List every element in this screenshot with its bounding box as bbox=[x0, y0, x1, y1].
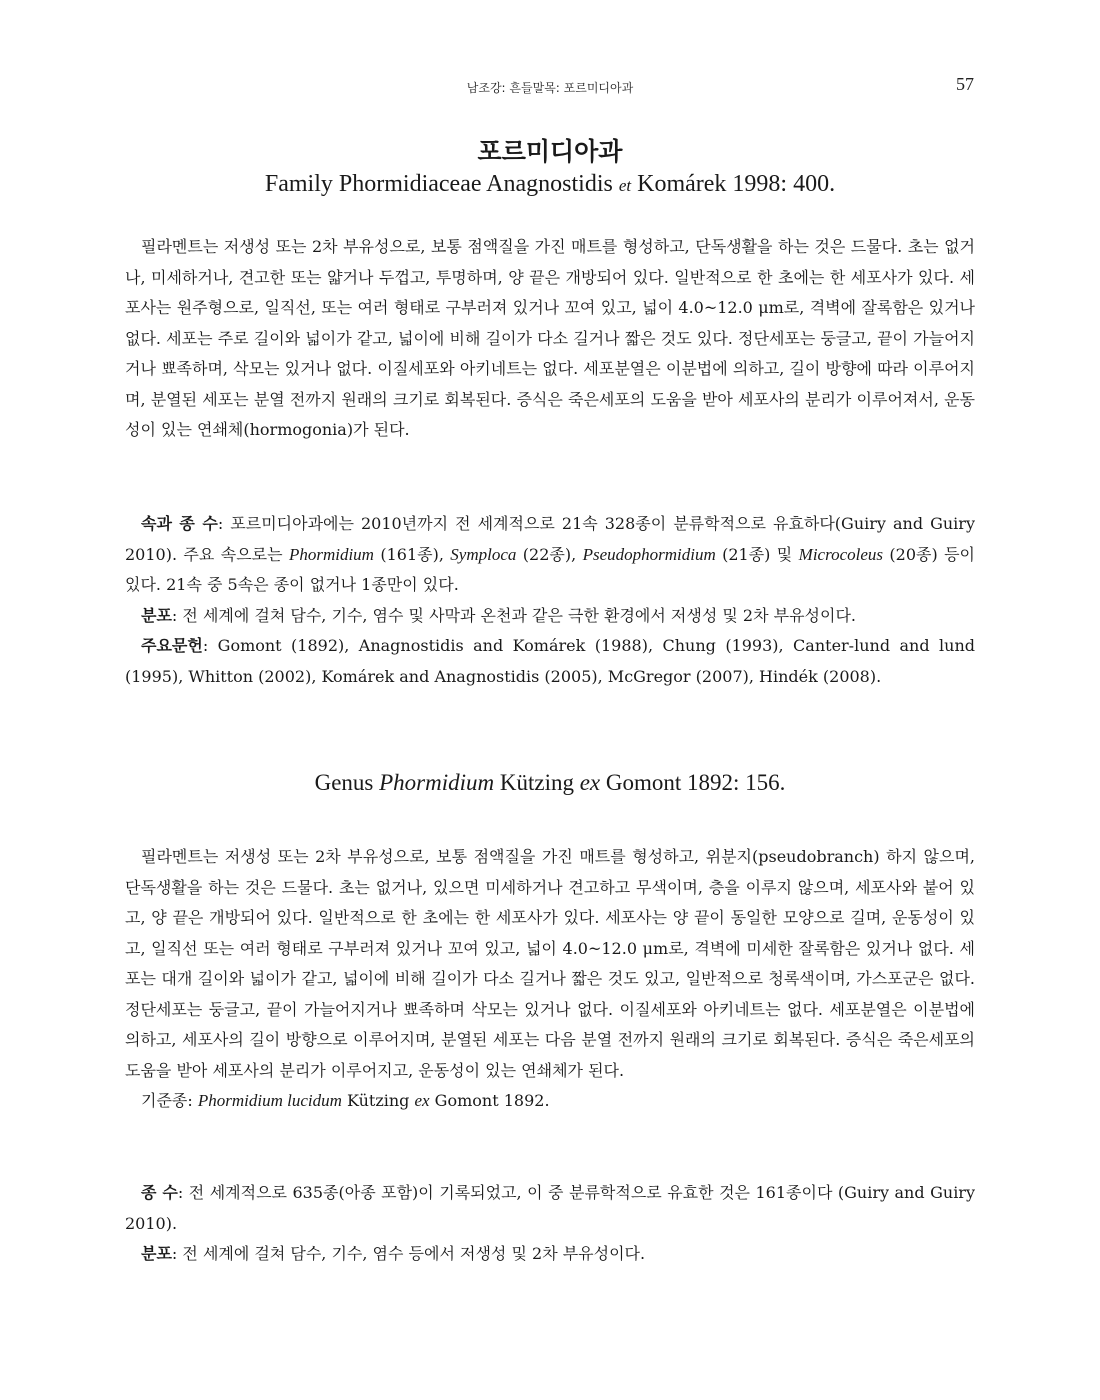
genus-count-1: (161종), bbox=[373, 544, 451, 564]
family-title-korean: 포르미디아과 bbox=[477, 137, 623, 166]
genus-type-suffix: Gomont 1892. bbox=[429, 1091, 550, 1110]
genus-count-3: (21종) 및 bbox=[715, 544, 799, 564]
family-distribution-paragraph bbox=[125, 601, 975, 632]
genus-title-name: Phormidium bbox=[379, 770, 495, 795]
genus-type-species-name: Phormidium lucidum bbox=[197, 1091, 342, 1110]
family-description-block bbox=[125, 232, 975, 446]
running-head: 남조강: 흔들말목: 포르미디아과 bbox=[466, 81, 634, 95]
genus-name-2: Symploca bbox=[450, 544, 517, 564]
family-references-paragraph bbox=[125, 631, 975, 692]
genus-type-ex: ex bbox=[414, 1091, 430, 1110]
genus-species-text: : 전 세계적으로 635종(아종 포함)이 기록되었고, 이 중 분류학적으로 유효한 것은 161종이다 (Guiry and Guiry 2010). bbox=[125, 1183, 975, 1233]
genus-distribution-text: : 전 세계에 걸쳐 담수, 기수, 염수 등에서 저생성 및 2차 부유성이다. bbox=[171, 1244, 646, 1263]
family-title-english bbox=[0, 171, 1100, 198]
family-title-suffix: Komárek 1998: 400. bbox=[631, 171, 836, 197]
page-number: 57 bbox=[956, 74, 974, 94]
genus-species-label: 종 수 bbox=[141, 1183, 178, 1202]
genus-name-3: Pseudophormidium bbox=[582, 544, 716, 564]
family-distribution-text: : 전 세계에 걸쳐 담수, 기수, 염수 및 사막과 온천과 같은 극한 환경에서 저생성 및 2차 부유성이다. bbox=[171, 605, 856, 625]
family-distribution-label: 분포 bbox=[141, 605, 172, 625]
genus-type-species bbox=[125, 1086, 975, 1117]
genus-name-1: Phormidium bbox=[288, 544, 374, 564]
genus-details-block bbox=[125, 1178, 975, 1270]
genus-type-mid: Kützing bbox=[341, 1091, 415, 1110]
genus-type-label: 기준종: bbox=[141, 1091, 198, 1110]
family-description: 필라멘트는 저생성 또는 2차 부유성으로, 보통 점액질을 가진 매트를 형성하고, 단독생활을 하는 것은 드물다. 초는 없거나, 미세하거나, 견고한 또는 얇거나 두껍고, 투명하며, 양 끝은 개방되어 있다. 일반적으로 한 초에는 한 세포사가 있다. 세포사는 원주형으로, 일직선, 또는 여러 형태로 구부러져 있거나 꼬여 있고, 넓이 4.0~12.0 μm로, 격벽에 잘록함은 있거나 없다. 세포는 주로 길이와 넓이가 같고, 넓이에 비해 길이가 다소 길거나 짧은 것도 있다. 정단세포는 둥글고, 끝이 가늘어지거나 뾰족하며, 삭모는 있거나 없다. 이질세포와 아키네트는 없다. 세포분열은 이분법에 의하고, 길이 방향에 따라 이루어지며, 분열된 세포는 분열 전까지 원래의 크기로 회복된다. 증식은 죽은세포의 도움을 받아 세포사의 분리가 이루어져서, 운동성이 있는 연쇄체(hormogonia)가 된다. bbox=[125, 237, 975, 439]
family-details-block bbox=[125, 509, 975, 692]
genus-title-mid: Kützing bbox=[494, 770, 580, 795]
genus-title-prefix: Genus bbox=[314, 770, 380, 795]
genus-species-paragraph bbox=[125, 1178, 975, 1239]
genus-description-block bbox=[125, 842, 975, 1117]
family-species-text-2: (20종) 등이 있다. 21속 중 5속은 종이 없거나 1종만이 있다. bbox=[125, 544, 976, 594]
genus-description: 필라멘트는 저생성 또는 2차 부유성으로, 보통 점액질을 가진 매트를 형성하고, 위분지(pseudobranch) 하지 않으며, 단독생활을 하는 것은 드물다. 초는 없거나, 있으면 미세하거나 견고하고 무색이며, 층을 이루지 않으며, 세포사와 붙어 있고, 양 끝은 개방되어 있다. 일반적으로 한 초에는 한 세포사가 있다. 세포사는 양 끝이 동일한 모양으로 길며, 운동성이 있고, 일직선 또는 여러 형태로 구부러져 있거나 꼬여 있고, 넓이 4.0~12.0 μm로, 격벽에 미세한 잘록함은 있거나 없다. 세포는 대개 길이와 넓이가 같고, 넓이에 비해 길이가 다소 길거나 짧은 것도 있고, 일반적으로 청록색이며, 가스포군은 없다. 정단세포는 둥글고, 끝이 가늘어지거나 뾰족하며 삭모는 있거나 없다. 이질세포와 아키네트는 없다. 세포분열은 이분법에 의하고, 세포사의 길이 방향으로 이루어지며, 분열된 세포는 다음 분열 전까지 원래의 크기로 회복된다. 증식은 죽은세포의 도움을 받아 세포사의 분리가 이루어지고, 운동성이 있는 연쇄체가 된다. bbox=[125, 847, 975, 1080]
family-title-prefix: Family Phormidiaceae Anagnostidis bbox=[264, 171, 619, 197]
family-species-text-1: : 포르미디아과에는 2010년까지 전 세계적으로 21속 328종이 분류학적으로 유효하다(Guiry and Guiry 2010). 주요 속으로는 bbox=[125, 514, 975, 564]
family-references-text: : Gomont (1892), Anagnostidis and Komárek (1988), Chung (1993), Canter-lund and lund (1995), Whitton (2002), Komárek and Anagnostidis (2005), McGregor (2007), Hindék (2008). bbox=[125, 636, 975, 686]
family-references-label: 주요문헌 bbox=[141, 636, 203, 655]
genus-title bbox=[0, 770, 1100, 796]
genus-name-4: Microcoleus bbox=[798, 544, 884, 564]
family-title-et: et bbox=[618, 176, 632, 195]
genus-title-suffix: Gomont 1892: 156. bbox=[600, 770, 786, 795]
genus-count-2: (22종), bbox=[516, 544, 583, 564]
genus-distribution-paragraph bbox=[125, 1239, 975, 1270]
genus-title-ex: ex bbox=[579, 770, 601, 795]
family-species-label: 속과 종 수 bbox=[141, 514, 218, 533]
family-species-paragraph bbox=[125, 509, 975, 601]
genus-distribution-label: 분포 bbox=[141, 1244, 172, 1263]
